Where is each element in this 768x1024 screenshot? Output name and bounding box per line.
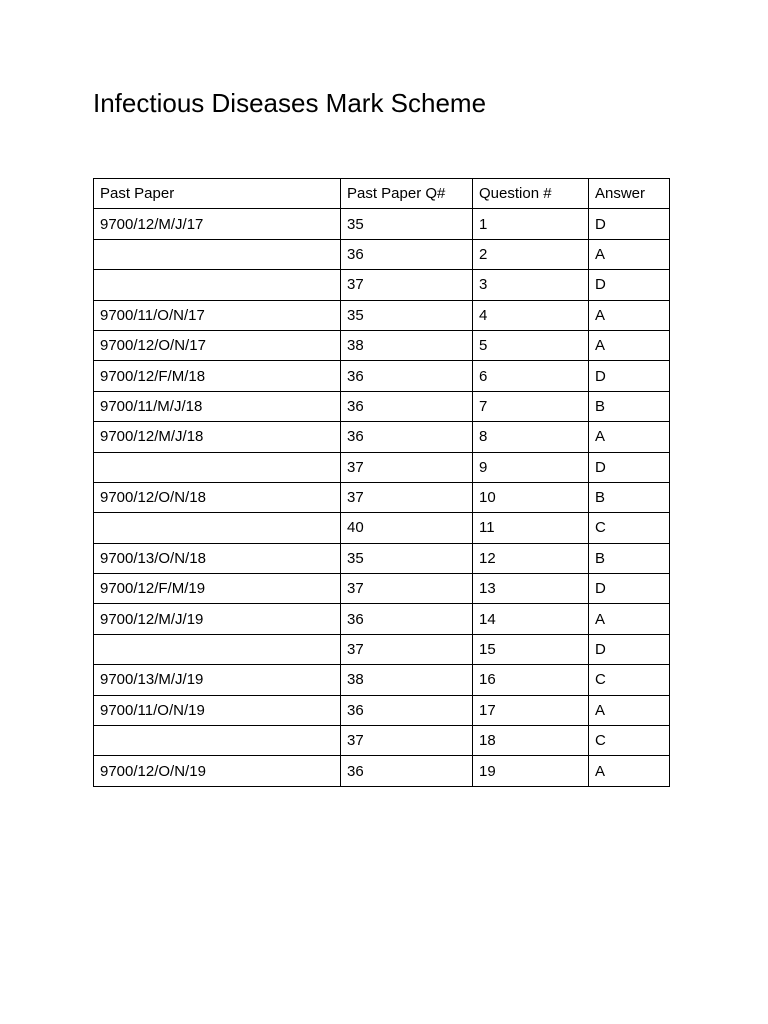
cell-past-paper-question: 37 <box>341 452 473 482</box>
cell-answer: D <box>589 209 670 239</box>
cell-answer: D <box>589 270 670 300</box>
cell-question-number: 18 <box>473 726 589 756</box>
table-row <box>94 482 670 512</box>
cell-past-paper-question: 36 <box>341 239 473 269</box>
cell-answer: C <box>589 726 670 756</box>
cell-past-paper-question: 38 <box>341 665 473 695</box>
table-row <box>94 665 670 695</box>
cell-past-paper-question: 36 <box>341 361 473 391</box>
table-row <box>94 634 670 664</box>
cell-past-paper: 9700/12/M/J/18 <box>94 422 341 452</box>
cell-question-number: 11 <box>473 513 589 543</box>
table-row <box>94 209 670 239</box>
header-past-paper: Past Paper <box>94 179 341 209</box>
cell-answer: B <box>589 482 670 512</box>
cell-answer: A <box>589 604 670 634</box>
cell-past-paper: 9700/13/O/N/18 <box>94 543 341 573</box>
cell-question-number: 10 <box>473 482 589 512</box>
cell-answer: A <box>589 300 670 330</box>
table-row <box>94 604 670 634</box>
cell-past-paper: 9700/12/O/N/18 <box>94 482 341 512</box>
cell-question-number: 4 <box>473 300 589 330</box>
cell-answer: D <box>589 634 670 664</box>
table-row <box>94 270 670 300</box>
cell-past-paper <box>94 726 341 756</box>
cell-past-paper-question: 36 <box>341 695 473 725</box>
table-row <box>94 422 670 452</box>
cell-past-paper <box>94 239 341 269</box>
cell-question-number: 2 <box>473 239 589 269</box>
table-row <box>94 695 670 725</box>
cell-answer: C <box>589 513 670 543</box>
cell-answer: B <box>589 543 670 573</box>
table-row <box>94 452 670 482</box>
cell-answer: D <box>589 361 670 391</box>
cell-answer: A <box>589 239 670 269</box>
cell-past-paper: 9700/11/O/N/17 <box>94 300 341 330</box>
cell-question-number: 1 <box>473 209 589 239</box>
cell-question-number: 6 <box>473 361 589 391</box>
cell-answer: A <box>589 756 670 786</box>
cell-past-paper: 9700/13/M/J/19 <box>94 665 341 695</box>
header-past-paper-question: Past Paper Q# <box>341 179 473 209</box>
cell-question-number: 3 <box>473 270 589 300</box>
cell-past-paper: 9700/12/M/J/17 <box>94 209 341 239</box>
cell-question-number: 9 <box>473 452 589 482</box>
cell-past-paper: 9700/12/O/N/19 <box>94 756 341 786</box>
page-title: Infectious Diseases Mark Scheme <box>93 88 487 118</box>
table-body <box>94 209 670 786</box>
cell-answer: A <box>589 695 670 725</box>
cell-question-number: 5 <box>473 330 589 360</box>
cell-answer: D <box>589 574 670 604</box>
cell-past-paper-question: 36 <box>341 422 473 452</box>
cell-answer: D <box>589 452 670 482</box>
cell-past-paper-question: 37 <box>341 726 473 756</box>
table-row <box>94 574 670 604</box>
cell-answer: B <box>589 391 670 421</box>
cell-past-paper-question: 35 <box>341 209 473 239</box>
cell-past-paper-question: 37 <box>341 270 473 300</box>
table-row <box>94 543 670 573</box>
cell-past-paper-question: 40 <box>341 513 473 543</box>
cell-past-paper-question: 36 <box>341 391 473 421</box>
cell-past-paper-question: 35 <box>341 543 473 573</box>
table-row <box>94 300 670 330</box>
cell-past-paper-question: 38 <box>341 330 473 360</box>
cell-past-paper <box>94 513 341 543</box>
cell-past-paper <box>94 452 341 482</box>
cell-question-number: 13 <box>473 574 589 604</box>
cell-past-paper: 9700/12/O/N/17 <box>94 330 341 360</box>
table-row <box>94 726 670 756</box>
cell-past-paper-question: 37 <box>341 634 473 664</box>
cell-answer: A <box>589 422 670 452</box>
cell-past-paper <box>94 634 341 664</box>
cell-past-paper-question: 35 <box>341 300 473 330</box>
table-row <box>94 361 670 391</box>
table-header-row <box>94 179 670 209</box>
cell-past-paper-question: 37 <box>341 482 473 512</box>
table-row <box>94 391 670 421</box>
table-row <box>94 239 670 269</box>
cell-question-number: 19 <box>473 756 589 786</box>
cell-past-paper: 9700/12/F/M/19 <box>94 574 341 604</box>
cell-question-number: 15 <box>473 634 589 664</box>
cell-answer: A <box>589 330 670 360</box>
cell-past-paper: 9700/12/M/J/19 <box>94 604 341 634</box>
cell-answer: C <box>589 665 670 695</box>
table-row <box>94 330 670 360</box>
cell-question-number: 7 <box>473 391 589 421</box>
cell-question-number: 16 <box>473 665 589 695</box>
mark-scheme-table <box>93 178 670 787</box>
cell-past-paper-question: 36 <box>341 756 473 786</box>
cell-question-number: 14 <box>473 604 589 634</box>
header-answer: Answer <box>589 179 670 209</box>
table-row <box>94 756 670 786</box>
cell-past-paper-question: 37 <box>341 574 473 604</box>
cell-past-paper <box>94 270 341 300</box>
cell-past-paper: 9700/11/M/J/18 <box>94 391 341 421</box>
cell-question-number: 12 <box>473 543 589 573</box>
header-question-number: Question # <box>473 179 589 209</box>
cell-past-paper: 9700/11/O/N/19 <box>94 695 341 725</box>
cell-past-paper-question: 36 <box>341 604 473 634</box>
cell-question-number: 8 <box>473 422 589 452</box>
cell-past-paper: 9700/12/F/M/18 <box>94 361 341 391</box>
table-row <box>94 513 670 543</box>
cell-question-number: 17 <box>473 695 589 725</box>
